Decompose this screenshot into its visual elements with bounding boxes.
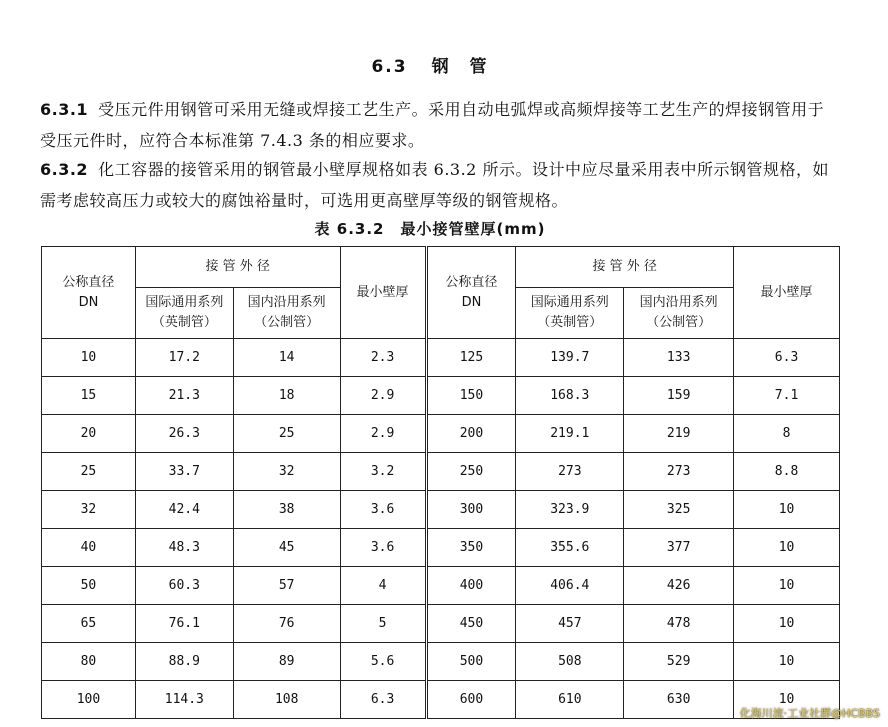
table-row (42, 681, 840, 719)
cell-domestic-od: 426 (624, 567, 734, 605)
cell-domestic-od: 133 (624, 339, 734, 377)
cell-domestic-od: 18 (233, 377, 340, 415)
cell-domestic-od: 45 (233, 529, 340, 567)
header-domestic-line2: （公制管） (646, 315, 712, 330)
header-outer-diameter: 接 管 外 径 (135, 247, 340, 288)
cell-min-thickness: 5.6 (340, 643, 426, 681)
cell-dn: 450 (426, 605, 516, 643)
cell-min-thickness: 4 (340, 567, 426, 605)
cell-dn: 20 (42, 415, 136, 453)
header-intl-series (135, 288, 233, 339)
cell-dn: 350 (426, 529, 516, 567)
watermark: 化海川流·工业社群@HCBBS (739, 707, 880, 720)
cell-min-thickness: 2.9 (340, 377, 426, 415)
table-title: 最小接管壁厚(mm) (400, 220, 546, 238)
cell-domestic-od: 377 (624, 529, 734, 567)
table-row (42, 377, 840, 415)
cell-dn: 400 (426, 567, 516, 605)
cell-domestic-od: 38 (233, 491, 340, 529)
table-row (42, 605, 840, 643)
cell-min-thickness: 2.3 (340, 339, 426, 377)
header-dn-line1: 公称直径 (62, 274, 115, 290)
table-row (42, 529, 840, 567)
table-number: 表 6.3.2 (314, 220, 385, 238)
header-domestic-line2: （公制管） (254, 315, 320, 330)
header-dn (42, 247, 136, 339)
cell-min-thickness: 6.3 (734, 339, 840, 377)
cell-intl-od: 323.9 (516, 491, 624, 529)
cell-domestic-od: 89 (233, 643, 340, 681)
cell-dn: 500 (426, 643, 516, 681)
cell-min-thickness: 10 (734, 681, 840, 719)
section-heading (0, 52, 860, 77)
cell-min-thickness: 10 (734, 529, 840, 567)
cell-min-thickness: 8.8 (734, 453, 840, 491)
cell-intl-od: 26.3 (135, 415, 233, 453)
cell-intl-od: 17.2 (135, 339, 233, 377)
header-min-thickness: 最小壁厚 (734, 247, 840, 339)
clause-number: 6.3.2 (40, 160, 89, 179)
cell-intl-od: 168.3 (516, 377, 624, 415)
cell-min-thickness: 3.2 (340, 453, 426, 491)
cell-domestic-od: 57 (233, 567, 340, 605)
cell-domestic-od: 219 (624, 415, 734, 453)
cell-dn: 80 (42, 643, 136, 681)
cell-intl-od: 21.3 (135, 377, 233, 415)
cell-intl-od: 457 (516, 605, 624, 643)
cell-min-thickness: 5 (340, 605, 426, 643)
table-row (42, 453, 840, 491)
cell-intl-od: 610 (516, 681, 624, 719)
table-header-row (42, 247, 840, 288)
cell-domestic-od: 630 (624, 681, 734, 719)
cell-intl-od: 355.6 (516, 529, 624, 567)
clause-paragraph (40, 154, 840, 216)
cell-domestic-od: 478 (624, 605, 734, 643)
cell-min-thickness: 8 (734, 415, 840, 453)
header-domestic-series (624, 288, 734, 339)
header-dn-line2: DN (461, 294, 482, 310)
cell-dn: 15 (42, 377, 136, 415)
cell-intl-od: 48.3 (135, 529, 233, 567)
header-min-thickness: 最小壁厚 (340, 247, 426, 339)
header-intl-line1: 国际通用系列 (530, 295, 609, 310)
cell-intl-od: 139.7 (516, 339, 624, 377)
section-number: 6.3 (371, 57, 408, 77)
cell-dn: 50 (42, 567, 136, 605)
cell-min-thickness: 7.1 (734, 377, 840, 415)
cell-dn: 125 (426, 339, 516, 377)
cell-domestic-od: 108 (233, 681, 340, 719)
table-row (42, 339, 840, 377)
header-outer-diameter: 接 管 外 径 (516, 247, 734, 288)
cell-min-thickness: 10 (734, 491, 840, 529)
cell-dn: 10 (42, 339, 136, 377)
cell-domestic-od: 76 (233, 605, 340, 643)
cell-intl-od: 508 (516, 643, 624, 681)
header-intl-line1: 国际通用系列 (145, 295, 224, 310)
header-dn (426, 247, 516, 339)
cell-intl-od: 76.1 (135, 605, 233, 643)
cell-intl-od: 88.9 (135, 643, 233, 681)
table-row (42, 643, 840, 681)
header-dn-line2: DN (78, 294, 99, 310)
cell-dn: 65 (42, 605, 136, 643)
cell-intl-od: 219.1 (516, 415, 624, 453)
cell-dn: 300 (426, 491, 516, 529)
header-domestic-series (233, 288, 340, 339)
cell-min-thickness: 3.6 (340, 529, 426, 567)
cell-intl-od: 406.4 (516, 567, 624, 605)
cell-dn: 25 (42, 453, 136, 491)
cell-domestic-od: 159 (624, 377, 734, 415)
cell-domestic-od: 14 (233, 339, 340, 377)
cell-dn: 600 (426, 681, 516, 719)
header-intl-line2: （英制管） (537, 315, 603, 330)
cell-intl-od: 273 (516, 453, 624, 491)
section-title: 钢 管 (431, 57, 489, 77)
table-row (42, 415, 840, 453)
header-intl-line2: （英制管） (151, 315, 217, 330)
cell-intl-od: 60.3 (135, 567, 233, 605)
cell-domestic-od: 325 (624, 491, 734, 529)
header-domestic-line1: 国内沿用系列 (639, 295, 718, 310)
cell-intl-od: 42.4 (135, 491, 233, 529)
cell-intl-od: 33.7 (135, 453, 233, 491)
cell-dn: 100 (42, 681, 136, 719)
table-row (42, 491, 840, 529)
min-wall-thickness-table (41, 246, 840, 719)
cell-min-thickness: 10 (734, 605, 840, 643)
cell-domestic-od: 273 (624, 453, 734, 491)
cell-dn: 200 (426, 415, 516, 453)
cell-intl-od: 114.3 (135, 681, 233, 719)
cell-dn: 150 (426, 377, 516, 415)
clause-text: 受压元件用钢管可采用无缝或焊接工艺生产。采用自动电弧焊或高频焊接等工艺生产的焊接钢管用于受压元件时，应符合本标准第 7.4.3 条的相应要求。 (40, 100, 825, 150)
cell-min-thickness: 3.6 (340, 491, 426, 529)
header-intl-series (516, 288, 624, 339)
cell-dn: 32 (42, 491, 136, 529)
table-caption (0, 218, 860, 239)
clause-paragraph (40, 94, 840, 156)
clause-number: 6.3.1 (40, 100, 89, 119)
header-dn-line1: 公称直径 (445, 274, 498, 290)
cell-domestic-od: 32 (233, 453, 340, 491)
cell-dn: 250 (426, 453, 516, 491)
cell-min-thickness: 10 (734, 567, 840, 605)
cell-domestic-od: 25 (233, 415, 340, 453)
clause-text: 化工容器的接管采用的钢管最小壁厚规格如表 6.3.2 所示。设计中应尽量采用表中所示钢管规格，如需考虑较高压力或较大的腐蚀裕量时，可选用更高壁厚等级的钢管规格。 (40, 160, 829, 210)
cell-domestic-od: 529 (624, 643, 734, 681)
cell-min-thickness: 10 (734, 643, 840, 681)
cell-min-thickness: 2.9 (340, 415, 426, 453)
cell-min-thickness: 6.3 (340, 681, 426, 719)
table-row (42, 567, 840, 605)
cell-dn: 40 (42, 529, 136, 567)
header-domestic-line1: 国内沿用系列 (247, 295, 326, 310)
